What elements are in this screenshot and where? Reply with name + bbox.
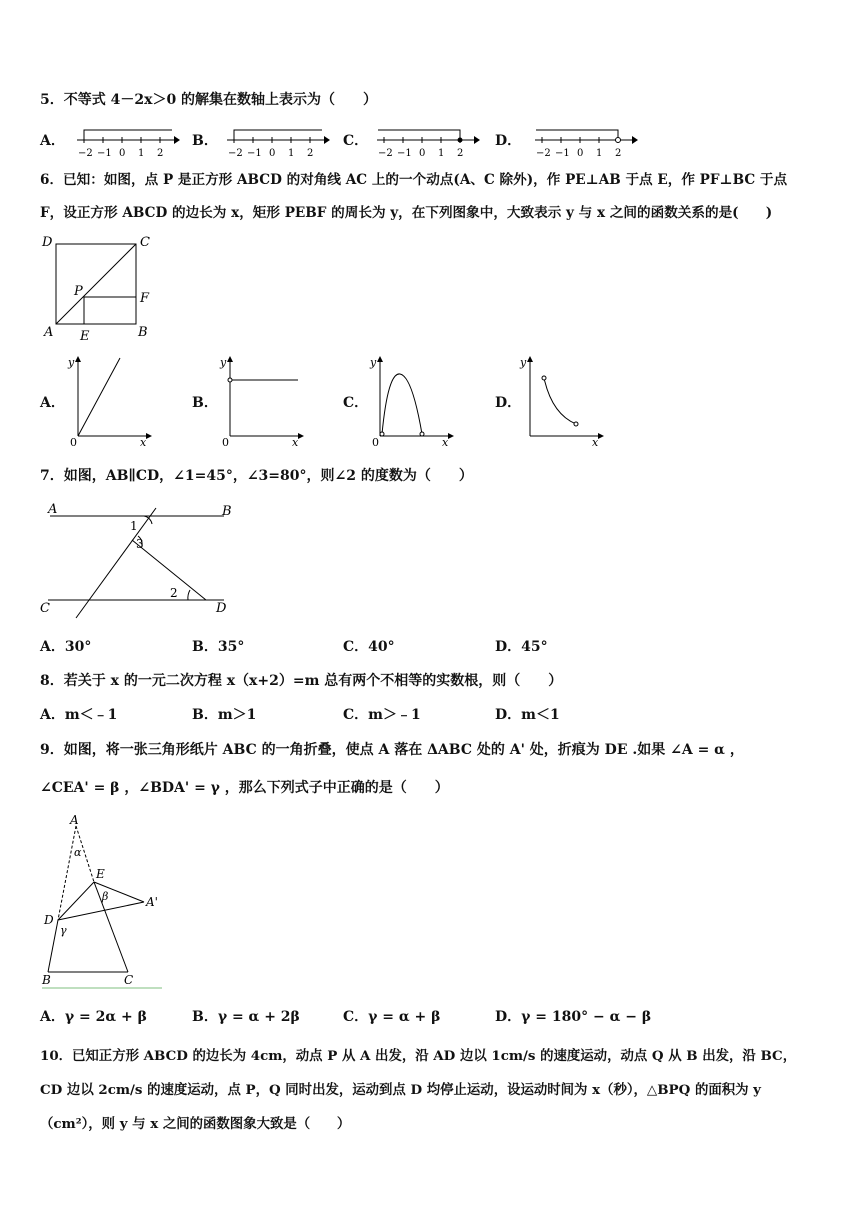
q6-stem-line2: F，设正方形 ABCD 的边长为 x，矩形 PEBF 的周长为 y，在下列图象中，大致表示 y 与 x 之间的函数关系的是( ) <box>40 205 773 221</box>
q6c-axis-x: x <box>442 436 449 448</box>
q9-angle-alpha: α <box>74 846 82 859</box>
q6c-axis-y: y <box>370 356 377 369</box>
q9-option-d[interactable]: D．γ = 180° − α − β <box>495 1009 652 1025</box>
q7-angle-2: 2 <box>170 586 178 600</box>
q6d-axis-y: y <box>520 356 527 369</box>
q6-option-b[interactable]: B． <box>192 395 218 411</box>
q5a-tick-4: 1 <box>138 148 145 159</box>
q5-stem: 5．不等式 4－2x＞0 的解集在数轴上表示为（ ） <box>40 92 378 108</box>
q6a-origin: 0 <box>70 436 77 448</box>
q6-label-d: D <box>42 235 53 250</box>
q5c-tick-1: −2 <box>378 148 393 159</box>
q9-label-a-prime: A' <box>146 895 158 909</box>
q6-label-f: F <box>140 291 150 306</box>
q6-graph-a <box>62 352 162 448</box>
q6-label-c: C <box>140 235 150 250</box>
q5d-tick-4: 1 <box>596 148 603 159</box>
q6a-axis-y: y <box>68 356 75 369</box>
q6-label-b: B <box>138 325 148 340</box>
q5c-tick-4: 1 <box>438 148 445 159</box>
q9-angle-gamma: γ <box>60 924 67 937</box>
q7-option-d[interactable]: D．45° <box>495 639 548 655</box>
q8-stem: 8．若关于 x 的一元二次方程 x（x+2）=m 总有两个不相等的实数根，则（ ） <box>40 673 563 689</box>
q6a-axis-x: x <box>140 436 147 448</box>
q5b-tick-1: −2 <box>228 148 243 159</box>
q7-label-c: C <box>40 601 50 616</box>
q6-option-c[interactable]: C． <box>343 395 369 411</box>
q6-label-a: A <box>44 325 54 340</box>
q5d-tick-5: 2 <box>615 148 622 159</box>
q5-number-line-d <box>530 124 640 160</box>
q7-angle-1: 1 <box>130 519 138 533</box>
q6b-origin: 0 <box>222 436 229 448</box>
q6-graph-b <box>214 352 314 448</box>
q5-option-a[interactable]: A． <box>40 133 65 149</box>
q9-option-b[interactable]: B．γ = α + 2β <box>192 1009 300 1025</box>
q5a-tick-3: 0 <box>119 148 126 159</box>
q5b-tick-2: −1 <box>247 148 262 159</box>
q8-option-a[interactable]: A．m＜﹣1 <box>40 707 118 723</box>
q6c-origin: 0 <box>372 436 379 448</box>
q9-label-d: D <box>44 913 54 927</box>
q9-label-a: A <box>70 813 79 827</box>
q5c-tick-2: −1 <box>397 148 412 159</box>
q7-option-a[interactable]: A．30° <box>40 639 92 655</box>
q5d-tick-1: −2 <box>536 148 551 159</box>
q6-stem-line1: 6．已知：如图，点 P 是正方形 ABCD 的对角线 AC 上的一个动点(A、C 除外)，作 PE⊥AB 于点 E，作 PF⊥BC 于点 <box>40 172 788 188</box>
q9-option-c[interactable]: C．γ = α + β <box>343 1009 441 1025</box>
q6b-axis-y: y <box>220 356 227 369</box>
q6d-axis-x: x <box>592 436 599 448</box>
q7-angle-3: 3 <box>136 537 144 551</box>
q9-option-a[interactable]: A．γ = 2α + β <box>40 1009 147 1025</box>
q10-stem-line2: CD 边以 2cm/s 的速度运动，点 P，Q 同时出发，运动到点 D 均停止运动，设运动时间为 x（秒），△BPQ 的面积为 y <box>40 1082 761 1098</box>
q8-option-b[interactable]: B．m＞1 <box>192 707 257 723</box>
q6-label-p: P <box>74 284 83 299</box>
q6b-axis-x: x <box>292 436 299 448</box>
q5c-tick-3: 0 <box>419 148 426 159</box>
q5b-tick-4: 1 <box>288 148 295 159</box>
q8-option-d[interactable]: D．m＜1 <box>495 707 560 723</box>
q6-label-e: E <box>80 329 90 344</box>
q7-option-c[interactable]: C．40° <box>343 639 395 655</box>
q5a-tick-1: −2 <box>78 148 93 159</box>
q9-fold-triangle-figure <box>36 812 176 992</box>
q7-option-b[interactable]: B．35° <box>192 639 245 655</box>
q5-option-d[interactable]: D． <box>495 133 522 149</box>
q5c-tick-5: 2 <box>457 148 464 159</box>
q9-label-e: E <box>96 867 105 881</box>
q9-angle-beta: β <box>102 890 109 903</box>
q7-parallel-lines-figure <box>38 496 238 626</box>
q5a-tick-5: 2 <box>157 148 164 159</box>
q5b-tick-5: 2 <box>307 148 314 159</box>
q9-stem-line1: 9．如图，将一张三角形纸片 ABC 的一角折叠，使点 A 落在 ΔABC 处的 A' 处，折痕为 DE .如果 ∠A = α ， <box>40 742 744 758</box>
q6-graph-d <box>514 352 614 448</box>
q6-option-a[interactable]: A． <box>40 395 65 411</box>
q7-stem: 7．如图，AB∥CD，∠1=45°，∠3=80°，则∠2 的度数为（ ） <box>40 468 473 484</box>
q6-graph-c <box>364 352 464 448</box>
q5-option-c[interactable]: C． <box>343 133 369 149</box>
q9-stem-line2: ∠CEA' = β ，∠BDA' = γ ，那么下列式子中正确的是（ ） <box>40 780 449 796</box>
q5d-tick-2: −1 <box>555 148 570 159</box>
q5-number-line-b <box>222 124 332 160</box>
q7-label-a: A <box>48 502 58 517</box>
q5-number-line-c <box>372 124 482 160</box>
q6-option-d[interactable]: D． <box>495 395 522 411</box>
q5-option-b[interactable]: B． <box>192 133 218 149</box>
q10-stem-line1: 10．已知正方形 ABCD 的边长为 4cm，动点 P 从 A 出发，沿 AD 边以 1cm/s 的速度运动，动点 Q 从 B 出发，沿 BC， <box>40 1048 797 1064</box>
q5a-tick-2: −1 <box>97 148 112 159</box>
q7-label-b: B <box>222 504 232 519</box>
q5-number-line-a <box>72 124 182 160</box>
q5b-tick-3: 0 <box>269 148 276 159</box>
q6-square-figure <box>38 232 158 344</box>
q9-label-b: B <box>42 973 51 987</box>
q5d-tick-3: 0 <box>577 148 584 159</box>
q8-option-c[interactable]: C．m＞﹣1 <box>343 707 421 723</box>
q7-label-d: D <box>216 601 227 616</box>
q10-stem-line3: （cm²），则 y 与 x 之间的函数图象大致是（ ） <box>40 1116 351 1132</box>
q9-label-c: C <box>124 973 134 987</box>
